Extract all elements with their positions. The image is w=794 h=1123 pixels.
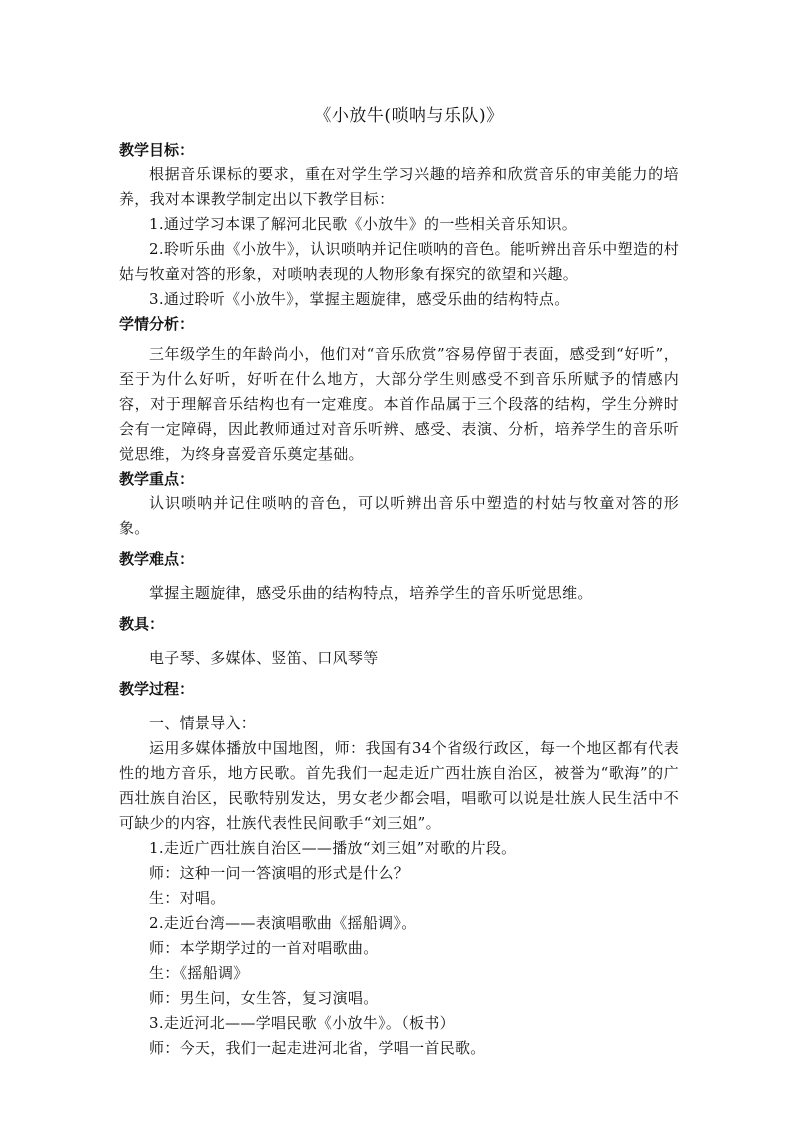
tools-heading: 教具： (119, 615, 165, 633)
process-line-2: 运用多媒体播放中国地图，师：我国有34个省级行政区，每一个地区都有代表性的地方音乐，地方民歌。首先我们一起走近广西壮族自治区，被誉为“歌海”的广西壮族自治区，民歌特别发达，男女老少都会唱，唱歌可以说是壮族人民生活中不可缺少的内容，壮族代表性民间歌手“刘三姐”。 (119, 739, 679, 832)
key-heading: 教学重点： (119, 470, 195, 488)
difficulty-text: 掌握主题旋律，感受乐曲的结构特点，培养学生的音乐听觉思维。 (149, 584, 593, 602)
goals-item-2: 2.聆听乐曲《小放牛》，认识唢呐并记住唢呐的音色。能听辨出音乐中塑造的村姑与牧童对答的形象，对唢呐表现的人物形象有探究的欲望和兴趣。 (119, 240, 679, 283)
document-title: 《小放牛(唢呐与乐队)》 (314, 106, 504, 126)
process-line-5: 生：对唱。 (149, 889, 226, 907)
process-line-7: 师：本学期学过的一首对唱歌曲。 (149, 939, 379, 957)
document-page (119, 104, 679, 1061)
goals-item-1: 1.通过学习本课了解河北民歌《小放牛》的一些相关音乐知识。 (149, 215, 578, 233)
process-line-6: 2.走近台湾——表演唱歌曲《摇船调》。 (149, 914, 417, 932)
process-line-10: 3.走近河北——学唱民歌《小放牛》。（板书） (149, 1014, 455, 1032)
process-line-4: 师：这种一问一答演唱的形式是什么？ (149, 864, 410, 882)
analysis-heading: 学情分析： (119, 315, 195, 333)
goals-heading: 教学目标： (119, 141, 195, 159)
process-line-11: 师：今天，我们一起走进河北省，学唱一首民歌。 (149, 1039, 486, 1057)
process-heading: 教学过程： (119, 680, 195, 698)
process-line-3: 1.走近广西壮族自治区——播放“刘三姐”对歌的片段。 (149, 839, 517, 857)
process-line-1: 一、情景导入： (149, 714, 257, 732)
goals-item-3: 3.通过聆听《小放牛》，掌握主题旋律，感受乐曲的结构特点。 (149, 290, 570, 308)
analysis-text: 三年级学生的年龄尚小，他们对“音乐欣赏”容易停留于表面，感受到“好听”，至于为什么好听，好听在什么地方，大部分学生则感受不到音乐所赋予的情感内容，对于理解音乐结构也有一定难度。本首作品属于三个段落的结构，学生分辨时会有一定障碍，因此教师通过对音乐听辨、感受、表演、分析，培养学生的音乐听觉思维，为终身喜爱音乐奠定基础。 (119, 345, 679, 463)
difficulty-heading: 教学难点： (119, 550, 195, 568)
tools-text: 电子琴、多媒体、竖笛、口风琴等 (149, 649, 379, 667)
goals-intro: 根据音乐课标的要求，重在对学生学习兴趣的培养和欣赏音乐的审美能力的培养，我对本课教学制定出以下教学目标： (119, 165, 679, 208)
key-text: 认识唢呐并记住唢呐的音色，可以听辨出音乐中塑造的村姑与牧童对答的形象。 (119, 494, 679, 537)
process-line-9: 师：男生问，女生答，复习演唱。 (149, 989, 379, 1007)
process-line-8: 生：《摇船调》 (149, 964, 249, 982)
